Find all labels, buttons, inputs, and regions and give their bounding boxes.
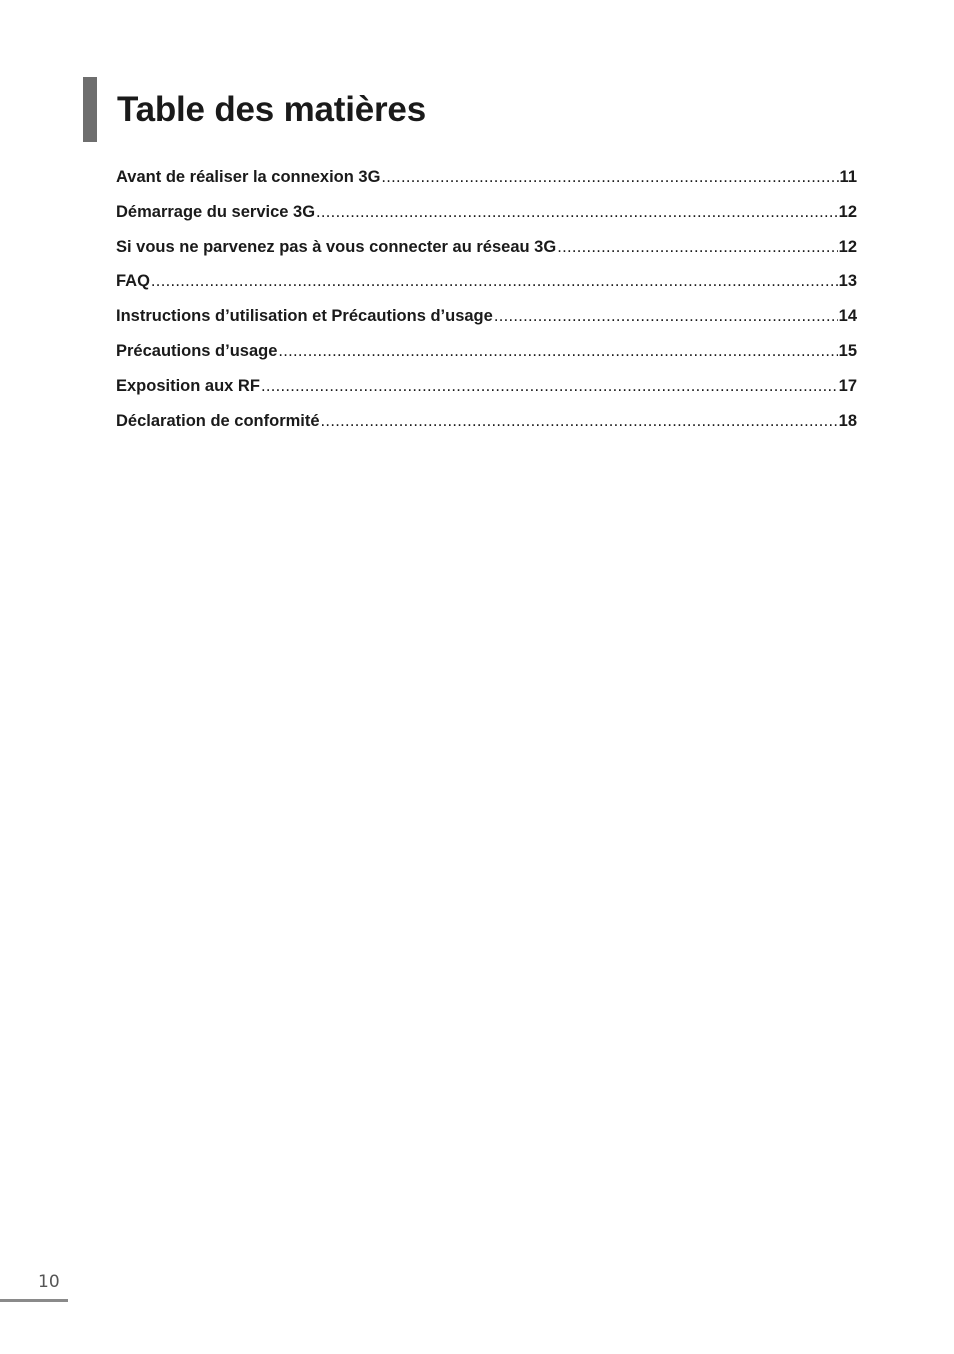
toc-entry-precautions[interactable] xyxy=(116,338,857,373)
table-of-contents xyxy=(116,164,857,442)
toc-entry-label: Instructions d’utilisation et Précautions d’usage xyxy=(116,307,493,326)
toc-entry-faq[interactable] xyxy=(116,268,857,303)
toc-entry-exposition-rf[interactable] xyxy=(116,373,857,408)
toc-entry-conformite[interactable] xyxy=(116,408,857,443)
toc-entry-label: Déclaration de conformité xyxy=(116,411,320,430)
toc-entry-page: 12 xyxy=(838,237,857,256)
toc-leader-dots xyxy=(278,338,837,364)
title-accent-bar xyxy=(83,77,97,142)
toc-entry-page: 13 xyxy=(838,272,857,291)
footer-rule xyxy=(0,1299,68,1302)
toc-entry-label: Si vous ne parvenez pas à vous connecter au réseau 3G xyxy=(116,237,557,256)
toc-leader-dots xyxy=(321,408,838,434)
toc-leader-dots xyxy=(316,199,838,225)
toc-entry-page: 12 xyxy=(838,202,857,221)
toc-entry-page: 15 xyxy=(838,341,857,360)
page-title: Table des matières xyxy=(117,90,426,129)
toc-leader-dots xyxy=(151,268,838,294)
toc-leader-dots xyxy=(557,234,837,260)
toc-entry-label: Avant de réaliser la connexion 3G xyxy=(116,168,381,186)
toc-entry-demarrage[interactable] xyxy=(116,199,857,234)
toc-entry-connexion-3g[interactable] xyxy=(116,164,857,199)
toc-entry-page: 14 xyxy=(838,307,857,326)
toc-entry-label: Démarrage du service 3G xyxy=(116,202,316,221)
toc-leader-dots xyxy=(494,303,838,329)
toc-entry-instructions[interactable] xyxy=(116,303,857,338)
toc-leader-dots xyxy=(261,373,838,399)
page-number: 10 xyxy=(38,1272,60,1292)
toc-entry-label: FAQ xyxy=(116,272,150,291)
toc-entry-connexion-echec[interactable] xyxy=(116,234,857,269)
toc-entry-label: Exposition aux RF xyxy=(116,376,260,395)
toc-leader-dots xyxy=(381,164,838,190)
toc-entry-page: 17 xyxy=(838,376,857,395)
toc-entry-label: Précautions d’usage xyxy=(116,341,278,360)
toc-entry-page: 18 xyxy=(838,411,857,430)
toc-entry-page: 11 xyxy=(839,168,857,186)
